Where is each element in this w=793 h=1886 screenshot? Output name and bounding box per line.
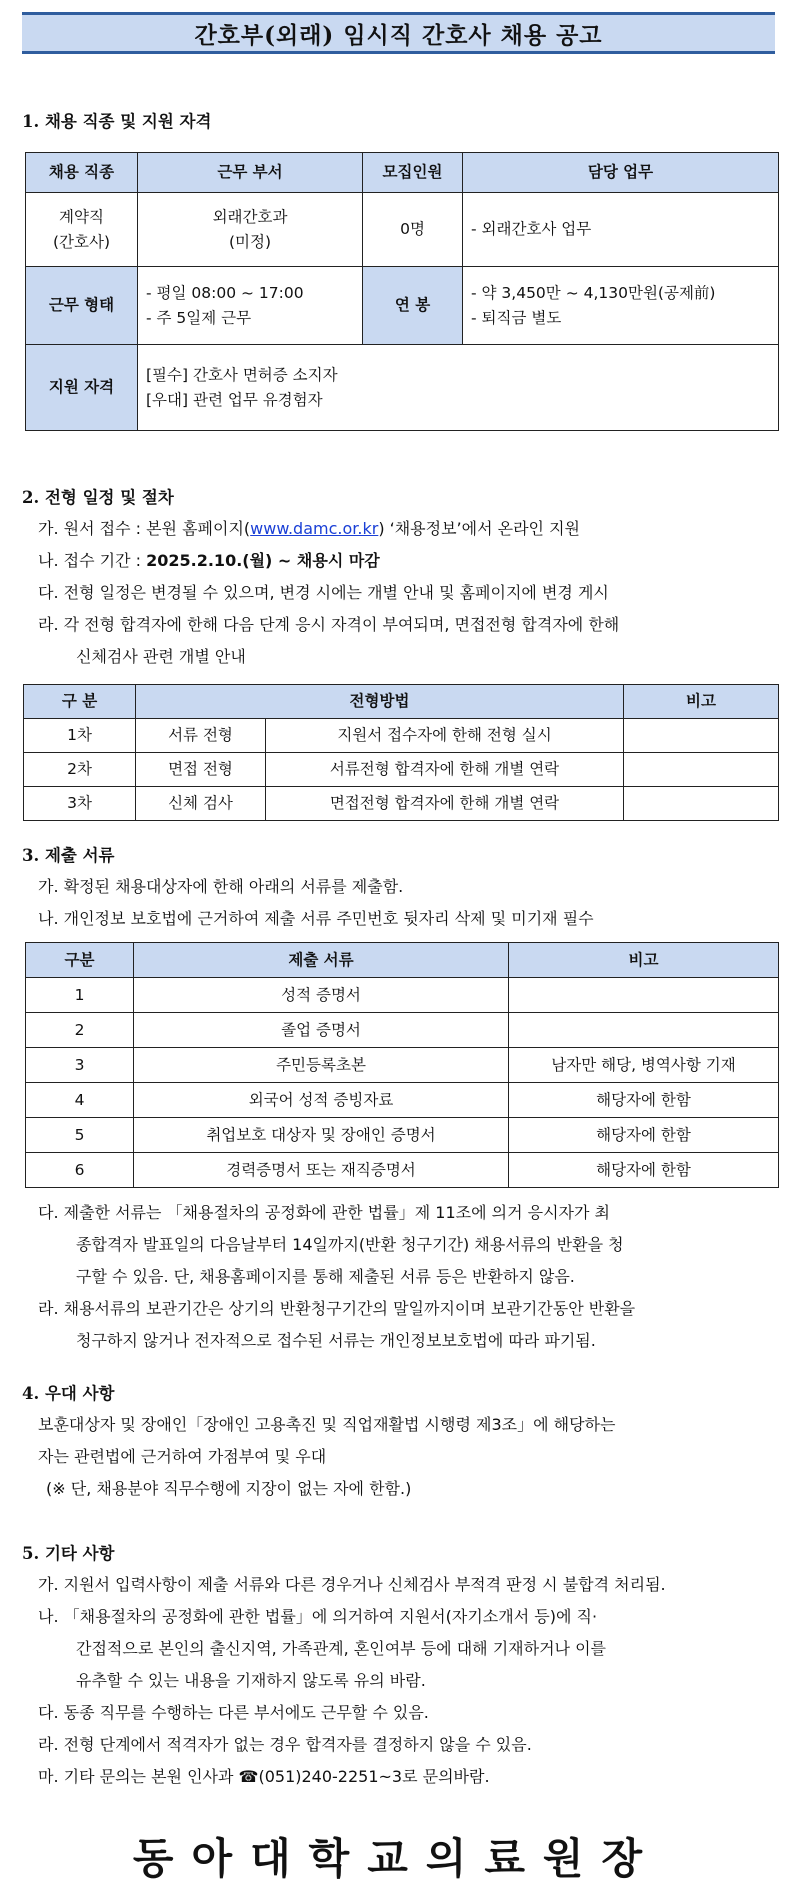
s4-line-1: 보훈대상자 및 장애인「장애인 고용촉진 및 직업재활법 시행령 제3조」에 해당하는 (38, 1415, 616, 1434)
s5-item-a: 가. 지원서 입력사항이 제출 서류와 다른 경우거나 신체검사 부적격 판정 시 불합격 처리됨. (38, 1575, 666, 1594)
header-method: 전형방법 (136, 685, 624, 719)
s2-item-b: 나. 접수 기간 : 2025.2.10.(월) ~ 채용시 마감 (38, 551, 380, 570)
header-department: 근무 부서 (138, 153, 363, 193)
cell-work-type: - 평일 08:00 ~ 17:00 - 주 5일제 근무 (138, 267, 363, 345)
section-5-heading: 5. 기타 사항 (22, 1544, 115, 1563)
cell-salary: - 약 3,450만 ~ 4,130만원(공제前) - 퇴직금 별도 (463, 267, 779, 345)
header-job-type: 채용 직종 (26, 153, 138, 193)
selection-table (23, 684, 779, 821)
section-3-heading: 3. 제출 서류 (22, 846, 115, 865)
table-row: 1 성적 증명서 (26, 978, 779, 1013)
s4-line-3: (※ 단, 채용분야 직무수행에 지장이 없는 자에 한함.) (46, 1479, 412, 1498)
s3-item-a: 가. 확정된 채용대상자에 한해 아래의 서류를 제출함. (38, 877, 404, 896)
table-row: 4 외국어 성적 증빙자료 해당자에 한함 (26, 1083, 779, 1118)
header-no: 구분 (26, 943, 134, 978)
section-2-heading: 2. 전형 일정 및 절차 (22, 488, 174, 507)
s5-item-c: 다. 동종 직무를 수행하는 다른 부서에도 근무할 수 있음. (38, 1703, 429, 1722)
section-1-heading: 1. 채용 직종 및 지원 자격 (22, 112, 212, 131)
page-title: 간호부(외래) 임시직 간호사 채용 공고 (22, 12, 775, 54)
section-4-heading: 4. 우대 사항 (22, 1384, 115, 1403)
header-headcount: 모집인원 (363, 153, 463, 193)
table-row: 5 취업보호 대상자 및 장애인 증명서 해당자에 한함 (26, 1118, 779, 1153)
header-note: 비고 (624, 685, 779, 719)
s3-item-d: 라. 채용서류의 보관기간은 상기의 반환청구기간의 말일까지이며 보관기간동안 반환을 (38, 1299, 636, 1318)
s4-line-2: 자는 관련법에 근거하여 가점부여 및 우대 (38, 1447, 327, 1466)
s2-item-d: 라. 각 전형 합격자에 한해 다음 단계 응시 자격이 부여되며, 면접전형 합격자에 한해 (38, 615, 620, 634)
header-salary: 연 봉 (363, 267, 463, 345)
table-row: 2차 면접 전형 서류전형 합격자에 한해 개별 연락 (24, 753, 779, 787)
cell-job-type: 계약직 (간호사) (26, 193, 138, 267)
issuer-signature: 동아대학교의료원장 (132, 1834, 661, 1883)
table-row: 3차 신체 검사 면접전형 합격자에 한해 개별 연락 (24, 787, 779, 821)
homepage-link[interactable]: www.damc.or.kr (250, 519, 379, 538)
s2-item-d-cont: 신체검사 관련 개별 안내 (76, 647, 246, 666)
s5-item-b: 나. 「채용절차의 공정화에 관한 법률」에 의거하여 지원서(자기소개서 등)에 직· (38, 1607, 598, 1626)
s3-item-c-cont-2: 구할 수 있음. 단, 채용홈페이지를 통해 제출된 서류 등은 반환하지 않음. (76, 1267, 575, 1286)
cell-qualification: [필수] 간호사 면허증 소지자 [우대] 관련 업무 유경험자 (138, 345, 779, 431)
s3-item-c: 다. 제출한 서류는 「채용절차의 공정화에 관한 법률」제 11조에 의거 응시자가 최 (38, 1203, 610, 1222)
table-row: 2 졸업 증명서 (26, 1013, 779, 1048)
s2-item-c: 다. 전형 일정은 변경될 수 있으며, 변경 시에는 개별 안내 및 홈페이지에 변경 게시 (38, 583, 609, 602)
s5-item-b-cont-2: 유추할 수 있는 내용을 기재하지 않도록 유의 바람. (76, 1671, 426, 1690)
table-row: 3 주민등록초본 남자만 해당, 병역사항 기재 (26, 1048, 779, 1083)
s5-item-b-cont-1: 간접적으로 본인의 출신지역, 가족관계, 혼인여부 등에 대해 기재하거나 이를 (76, 1639, 606, 1658)
documents-table (25, 942, 779, 1188)
header-duty: 담당 업무 (463, 153, 779, 193)
job-table (25, 152, 779, 431)
header-work-type: 근무 형태 (26, 267, 138, 345)
header-document: 제출 서류 (134, 943, 509, 978)
s3-item-c-cont-1: 종합격자 발표일의 다음날부터 14일까지(반환 청구기간) 채용서류의 반환을 청 (76, 1235, 624, 1254)
cell-headcount: 0명 (363, 193, 463, 267)
cell-department: 외래간호과 (미정) (138, 193, 363, 267)
header-doc-note: 비고 (509, 943, 779, 978)
s3-item-d-cont: 청구하지 않거나 전자적으로 접수된 서류는 개인정보보호법에 따라 파기됨. (76, 1331, 596, 1350)
s3-item-b: 나. 개인정보 보호법에 근거하여 제출 서류 주민번호 뒷자리 삭제 및 미기재 필수 (38, 909, 594, 928)
table-row: 6 경력증명서 또는 재직증명서 해당자에 한함 (26, 1153, 779, 1188)
header-division: 구 분 (24, 685, 136, 719)
table-row: 1차 서류 전형 지원서 접수자에 한해 전형 실시 (24, 719, 779, 753)
s5-item-d: 라. 전형 단계에서 적격자가 없는 경우 합격자를 결정하지 않을 수 있음. (38, 1735, 532, 1754)
s5-item-e: 마. 기타 문의는 본원 인사과 ☎(051)240-2251~3로 문의바람. (38, 1767, 490, 1786)
header-qualification: 지원 자격 (26, 345, 138, 431)
s2-item-a: 가. 원서 접수 : 본원 홈페이지(www.damc.or.kr) ‘채용정보’에서 온라인 지원 (38, 519, 581, 538)
cell-duty: - 외래간호사 업무 (463, 193, 779, 267)
